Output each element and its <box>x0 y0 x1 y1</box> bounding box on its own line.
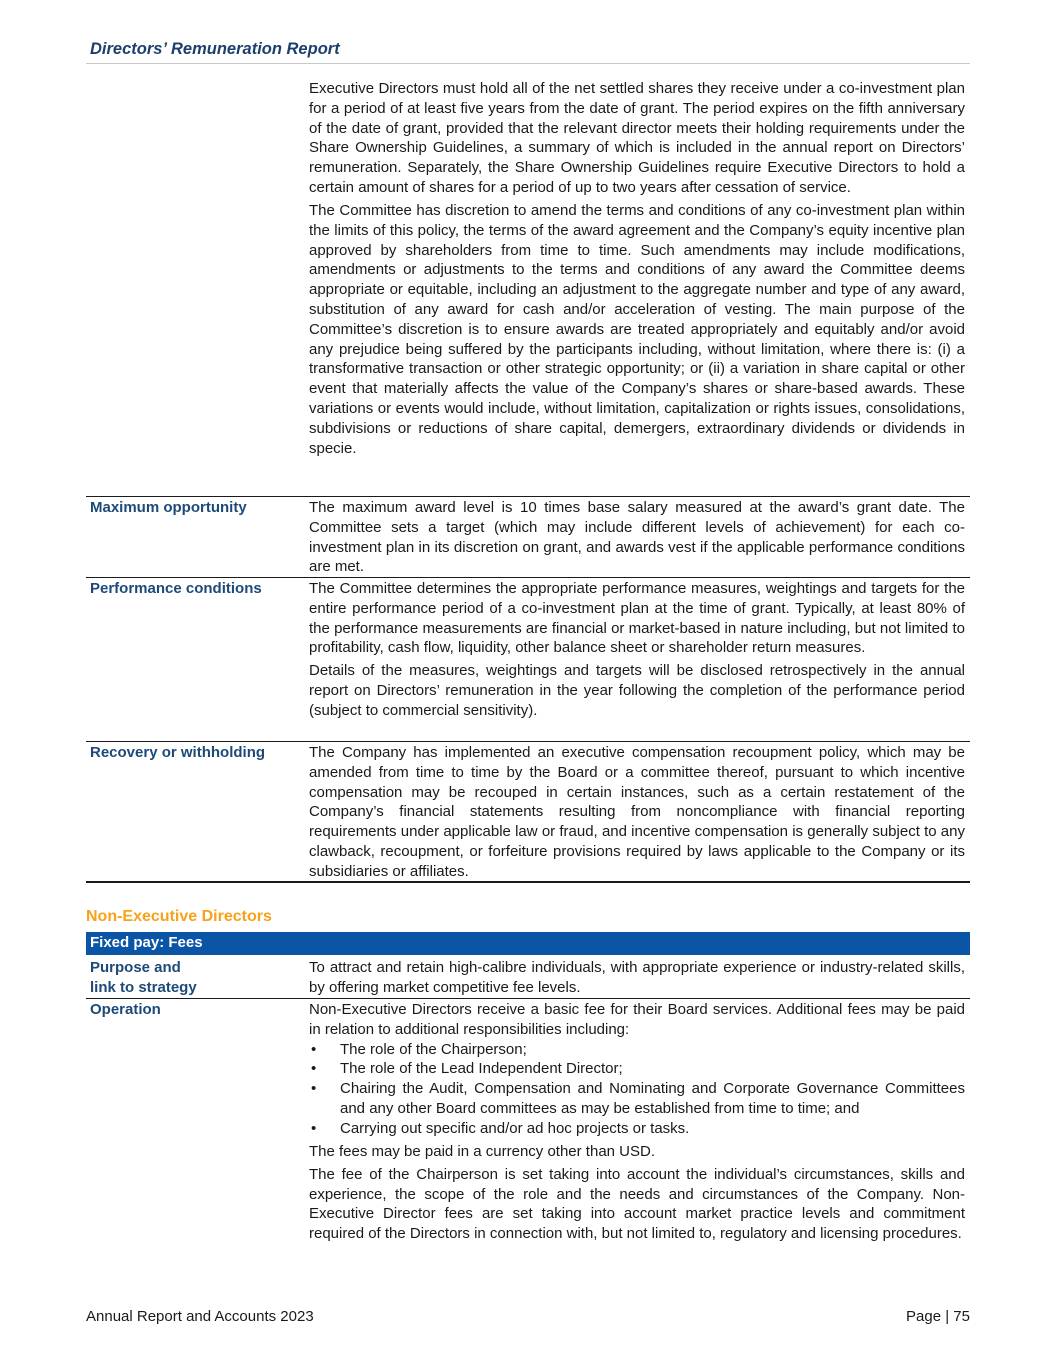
bullet-text: The role of the Lead Independent Director; <box>340 1060 623 1078</box>
bullet-marker: • <box>311 1060 317 1078</box>
currency-text: The fees may be paid in a currency other than USD. <box>309 1142 656 1160</box>
bullet-marker: • <box>311 1040 317 1058</box>
purpose-label-line: link to strategy <box>90 978 197 996</box>
max-opportunity-label: Maximum opportunity <box>90 499 247 516</box>
coinvestment-holding-cell <box>309 79 965 462</box>
footer-page-number: Page | 75 <box>906 1308 970 1325</box>
page-title: Directors’ Remuneration Report <box>90 40 340 58</box>
page-header <box>86 39 970 64</box>
operation-cell <box>309 1000 965 1247</box>
purpose-text: To attract and retain high-calibre individuals, with appropriate experience or industry-related skills, by offering market competitive fee levels. <box>309 959 965 996</box>
table-rule <box>86 496 970 497</box>
fixed-pay-band <box>86 932 970 955</box>
recovery-text: The Company has implemented an executive compensation recoupment policy, which may be amended from time to time by the Board or a committee thereof, pursuant to which incentive compensation may be recouped in certain instances, such as a certain restatement of the Company’s financial statements resulting from noncompliance with financial reporting requirements under applicable law or fraud, and incentive compensation is generally subject to any clawback, recoupment, or forfeiture provisions required by laws applicable to the Company or its subsidiaries or affiliates. <box>309 744 965 880</box>
purpose-cell <box>309 958 965 1001</box>
chair-fee-text: The fee of the Chairperson is set taking into account the individual’s circumstances, skills and experience, the scope of the role and the needs and circumstances of the Company. Non-Executive Director fees are set taking into account market practice levels and commitment required of the Directors in connection with, but not limited to, regulatory and licensing procedures. <box>309 1165 965 1243</box>
recovery-label: Recovery or withholding <box>90 744 266 761</box>
bullet-marker: • <box>311 1080 317 1098</box>
bullet-marker: • <box>311 1119 317 1137</box>
performance-paragraph: The Committee determines the appropriate performance measures, weightings and targets for the entire performance period of a co-investment plan at the time of grant. Typically, at least 80% of the performance measurements are financial or market-based in nature including, but not limited to profitability, cash flow, liquidity, other balance sheet or shareholder return measures. <box>309 580 965 657</box>
performance-paragraph: Details of the measures, weightings and targets will be disclosed retrospectively in the annual report on Directors’ remuneration in the year following the completion of the performance period (subject to commercial sensitivity). <box>309 662 965 719</box>
discretion-paragraph: The Committee has discretion to amend the terms and conditions of any co-investment plan within the limits of this policy, the terms of the award agreement and the Company’s equity incentive plan approved by shareholders from time to time. Such amendments may include modifications, amendments or adjustments to the terms and conditions of any award the Committee deems appropriate or equitable, including an adjustment to the aggregate number and type of any award, substitution of any award for cash and/or acceleration of vesting. The main purpose of the Committee’s discretion is to ensure awards are treated appropriately and equitably and/or avoid any prejudice being suffered by the participants including, without limitation, where there is: (i) a transformative transaction or other strategic opportunity; or (ii) a variation in share capital or other event that materially affects the value of the Company’s shares or share-based awards. These variations or events would include, without limitation, capitalization or rights issues, consolidations, subdivisions or reductions of share capital, demergers, extraordinary dividends or dividends in specie. <box>309 201 965 457</box>
recovery-cell <box>309 743 965 885</box>
table-rule <box>86 577 970 578</box>
table-rule <box>86 998 970 999</box>
operation-intro: Non-Executive Directors receive a basic fee for their Board services. Additional fees may be paid in relation to additional responsibilities including: <box>309 1001 965 1038</box>
ned-heading: Non-Executive Directors <box>86 908 272 925</box>
fixed-pay-band-title: Fixed pay: Fees <box>90 934 203 951</box>
bullet-text: Carrying out specific and/or ad hoc projects or tasks. <box>340 1119 690 1137</box>
bullet-item <box>309 1059 965 1079</box>
holding-paragraph: Executive Directors must hold all of the net settled shares they receive under a co-investment plan for a period of at least five years from the date of grant. The period expires on the fifth anniversary of the date of grant, provided that the relevant director meets their holding requirements under the Share Ownership Guidelines, a summary of which is included in the annual report on Directors’ remuneration. Separately, the Share Ownership Guidelines require Executive Directors to hold a certain amount of shares for a period of up to two years after cessation of service. <box>309 80 965 196</box>
performance-cell <box>309 579 965 724</box>
operation-label: Operation <box>90 1001 161 1018</box>
performance-label: Performance conditions <box>90 580 262 597</box>
bullet-text: The role of the Chairperson; <box>340 1040 527 1058</box>
bullet-item <box>309 1079 965 1119</box>
bullet-item <box>309 1119 965 1139</box>
bullet-text: Chairing the Audit, Compensation and Nominating and Corporate Governance Committees and any other Board committees as may be established from time to time; and <box>340 1080 965 1117</box>
max-opportunity-cell <box>309 498 965 580</box>
operation-bullet-list <box>309 1040 965 1139</box>
purpose-label-line: Purpose and <box>90 959 181 976</box>
table-rule <box>86 741 970 742</box>
purpose-label <box>90 958 300 998</box>
max-opportunity-text: The maximum award level is 10 times base salary measured at the award’s grant date. The Committee sets a target (which may include different levels of achievement) for each co-investment plan in its discretion on grant, and awards vest if the applicable performance conditions are met. <box>309 499 965 576</box>
footer-report-name: Annual Report and Accounts 2023 <box>86 1308 314 1325</box>
table-bottom-rule <box>86 881 970 883</box>
bullet-item <box>309 1040 965 1060</box>
